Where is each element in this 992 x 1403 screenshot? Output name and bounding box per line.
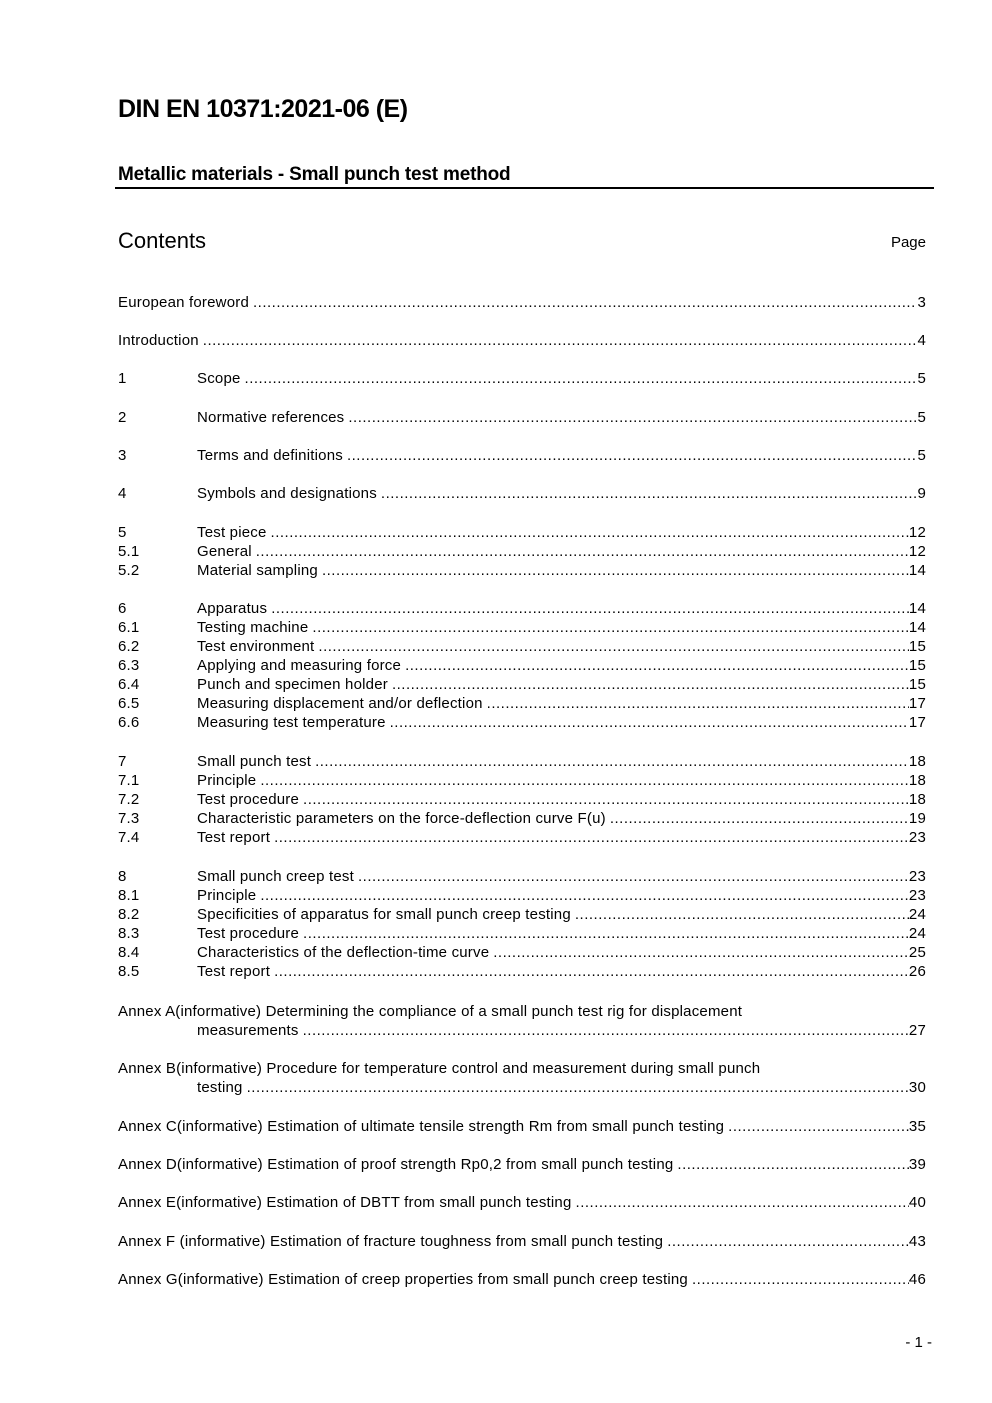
toc-entry-number: 6.6 bbox=[118, 714, 140, 731]
title-rule bbox=[115, 187, 934, 189]
toc-entry-page: 15 bbox=[908, 676, 926, 693]
toc-entry-number: 8 bbox=[118, 868, 127, 885]
toc-entry-number: 8.2 bbox=[118, 906, 140, 923]
toc-entry[interactable] bbox=[118, 1270, 926, 1289]
toc-entry-page: 14 bbox=[908, 600, 926, 617]
toc-dot-leader bbox=[274, 962, 909, 981]
toc-entry-page: 46 bbox=[908, 1271, 926, 1288]
toc-dot-leader bbox=[203, 331, 918, 350]
toc-entry-title: Punch and specimen holder bbox=[197, 676, 388, 693]
toc-annex-heading: Annex B(informative) Procedure for temperature control and measurement during small punch bbox=[118, 1060, 761, 1077]
toc-entry-number: 7.1 bbox=[118, 772, 140, 789]
toc-entry[interactable] bbox=[118, 809, 926, 828]
toc-dot-leader bbox=[260, 771, 909, 790]
toc-entry[interactable] bbox=[118, 408, 926, 427]
toc-dot-leader bbox=[493, 943, 909, 962]
toc-dot-leader bbox=[405, 656, 909, 675]
toc-entry[interactable] bbox=[118, 331, 926, 350]
toc-entry-title: General bbox=[197, 543, 252, 560]
toc-entry-title: testing bbox=[197, 1079, 243, 1096]
contents-heading: Contents bbox=[118, 228, 207, 253]
toc-entry[interactable] bbox=[118, 599, 926, 618]
toc-entry-title: Annex D(informative) Estimation of proof strength Rp0,2 from small punch testing bbox=[118, 1156, 674, 1173]
toc-dot-leader bbox=[576, 1193, 909, 1212]
toc-entry[interactable] bbox=[118, 694, 926, 713]
toc-entry[interactable] bbox=[118, 1155, 926, 1174]
toc-entry-title: measurements bbox=[197, 1022, 299, 1039]
toc-entry[interactable] bbox=[118, 1117, 926, 1136]
toc-entry[interactable] bbox=[118, 542, 926, 561]
toc-entry[interactable] bbox=[118, 943, 926, 962]
toc-entry-title: Annex E(informative) Estimation of DBTT from small punch testing bbox=[118, 1194, 572, 1211]
toc-entry-title: Annex F (informative) Estimation of fracture toughness from small punch testing bbox=[118, 1233, 664, 1250]
toc-entry[interactable] bbox=[118, 446, 926, 465]
toc-entry[interactable] bbox=[118, 771, 926, 790]
toc-entry[interactable] bbox=[118, 1078, 926, 1097]
toc-entry-title: Symbols and designations bbox=[197, 485, 377, 502]
toc-dot-leader bbox=[271, 599, 909, 618]
toc-entry[interactable] bbox=[118, 962, 926, 981]
toc-entry-title: Small punch creep test bbox=[197, 868, 354, 885]
toc-dot-leader bbox=[728, 1117, 909, 1136]
toc-entry-page: 18 bbox=[908, 772, 926, 789]
toc-dot-leader bbox=[322, 561, 909, 580]
toc-entry-number: 7.3 bbox=[118, 810, 140, 827]
toc-entry[interactable] bbox=[118, 293, 926, 312]
toc-entry-number: 1 bbox=[118, 370, 127, 387]
toc-entry-page: 25 bbox=[908, 944, 926, 961]
toc-dot-leader bbox=[318, 637, 908, 656]
toc-entry-number: 8.3 bbox=[118, 925, 140, 942]
toc-entry-page: 30 bbox=[908, 1079, 926, 1096]
toc-dot-leader bbox=[487, 694, 909, 713]
toc-entry-title: Test procedure bbox=[197, 925, 300, 942]
toc-dot-leader bbox=[303, 924, 909, 943]
toc-entry-title: Test report bbox=[197, 829, 271, 846]
toc-dot-leader bbox=[358, 867, 909, 886]
toc-entry-number: 6.5 bbox=[118, 695, 140, 712]
toc-entry-title: Apparatus bbox=[197, 600, 268, 617]
toc-annex-heading: Annex A(informative) Determining the compliance of a small punch test rig for displacement bbox=[118, 1003, 743, 1020]
toc-entry-title: Scope bbox=[197, 370, 241, 387]
toc-entry-title: Material sampling bbox=[197, 562, 318, 579]
toc-entry-title: Characteristic parameters on the force-deflection curve F(u) bbox=[197, 810, 606, 827]
toc-entry[interactable] bbox=[118, 523, 926, 542]
toc-entry[interactable] bbox=[118, 867, 926, 886]
toc-dot-leader bbox=[392, 675, 909, 694]
toc-entry-page: 18 bbox=[908, 753, 926, 770]
toc-entry-number: 5.2 bbox=[118, 562, 140, 579]
toc-entry-number: 5.1 bbox=[118, 543, 140, 560]
toc-dot-leader bbox=[692, 1270, 909, 1289]
toc-entry[interactable] bbox=[118, 1193, 926, 1212]
toc-entry-title: Test report bbox=[197, 963, 271, 980]
toc-entry-page: 5 bbox=[917, 409, 926, 426]
toc-entry-page: 12 bbox=[908, 543, 926, 560]
toc-entry-number: 5 bbox=[118, 524, 127, 541]
toc-entry-page: 3 bbox=[917, 294, 926, 311]
toc-dot-leader bbox=[271, 523, 909, 542]
toc-entry-title: Normative references bbox=[197, 409, 345, 426]
toc-entry-title: Test procedure bbox=[197, 791, 300, 808]
toc-entry-page: 24 bbox=[908, 906, 926, 923]
toc-entry-page: 4 bbox=[917, 332, 926, 349]
toc-entry-title: Test environment bbox=[197, 638, 315, 655]
toc-entry-title: Measuring displacement and/or deflection bbox=[197, 695, 483, 712]
toc-entry-page: 19 bbox=[908, 810, 926, 827]
toc-dot-leader bbox=[610, 809, 909, 828]
toc-entry[interactable] bbox=[118, 656, 926, 675]
toc-entry-page: 9 bbox=[917, 485, 926, 502]
toc-entry-number: 7.4 bbox=[118, 829, 140, 846]
toc-entry[interactable] bbox=[118, 886, 926, 905]
toc-entry-page: 14 bbox=[908, 562, 926, 579]
toc-entry-page: 23 bbox=[908, 868, 926, 885]
toc-entry[interactable] bbox=[118, 790, 926, 809]
toc-entry-number: 6.3 bbox=[118, 657, 140, 674]
toc-entry-page: 5 bbox=[917, 370, 926, 387]
toc-entry-page: 27 bbox=[908, 1022, 926, 1039]
toc-entry-page: 17 bbox=[908, 695, 926, 712]
toc-entry-page: 17 bbox=[908, 714, 926, 731]
toc-entry-number: 8.4 bbox=[118, 944, 140, 961]
toc-dot-leader bbox=[348, 408, 917, 427]
toc-entry-title: Measuring test temperature bbox=[197, 714, 386, 731]
toc-dot-leader bbox=[315, 752, 909, 771]
toc-entry-title: European foreword bbox=[118, 294, 249, 311]
toc-dot-leader bbox=[274, 828, 909, 847]
toc-dot-leader bbox=[253, 293, 917, 312]
toc-entry-title: Applying and measuring force bbox=[197, 657, 402, 674]
toc-entry[interactable] bbox=[118, 828, 926, 847]
toc-entry-title: Annex C(informative) Estimation of ultimate tensile strength Rm from small punch testing bbox=[118, 1118, 725, 1135]
toc-dot-leader bbox=[256, 542, 909, 561]
document-id: DIN EN 10371:2021-06 (E) bbox=[118, 95, 408, 123]
toc-entry-title: Principle bbox=[197, 887, 257, 904]
toc-dot-leader bbox=[667, 1232, 909, 1251]
toc-entry-page: 23 bbox=[908, 829, 926, 846]
toc-entry-page: 26 bbox=[908, 963, 926, 980]
toc-dot-leader bbox=[303, 1021, 909, 1040]
toc-entry-number: 7 bbox=[118, 753, 127, 770]
toc-entry-title: Terms and definitions bbox=[197, 447, 343, 464]
toc-entry-number: 3 bbox=[118, 447, 127, 464]
toc-entry[interactable] bbox=[118, 1021, 926, 1040]
toc-entry-page: 40 bbox=[908, 1194, 926, 1211]
toc-entry[interactable] bbox=[118, 905, 926, 924]
toc-dot-leader bbox=[247, 1078, 909, 1097]
toc-entry-page: 5 bbox=[917, 447, 926, 464]
toc-entry-title: Small punch test bbox=[197, 753, 312, 770]
toc-entry-page: 18 bbox=[908, 791, 926, 808]
toc-entry[interactable] bbox=[118, 752, 926, 771]
page-number: - 1 - bbox=[905, 1334, 932, 1351]
toc-dot-leader bbox=[347, 446, 918, 465]
toc-entry[interactable] bbox=[118, 561, 926, 580]
page-column-label: Page bbox=[890, 234, 926, 251]
toc-entry[interactable] bbox=[118, 675, 926, 694]
toc-entry[interactable] bbox=[118, 713, 926, 732]
document-subtitle: Metallic materials - Small punch test method bbox=[118, 164, 511, 185]
toc-entry-page: 15 bbox=[908, 657, 926, 674]
toc-entry-title: Test piece bbox=[197, 524, 267, 541]
toc-dot-leader bbox=[575, 905, 909, 924]
toc-entry-page: 35 bbox=[908, 1118, 926, 1135]
toc-entry-number: 8.1 bbox=[118, 887, 140, 904]
toc-dot-leader bbox=[303, 790, 909, 809]
toc-entry[interactable] bbox=[118, 1232, 926, 1251]
toc-entry-page: 43 bbox=[908, 1233, 926, 1250]
toc-entry-page: 12 bbox=[908, 524, 926, 541]
toc-entry[interactable] bbox=[118, 484, 926, 503]
toc-entry-title: Characteristics of the deflection-time curve bbox=[197, 944, 490, 961]
toc-entry-number: 8.5 bbox=[118, 963, 140, 980]
toc-entry-number: 7.2 bbox=[118, 791, 140, 808]
toc-dot-leader bbox=[390, 713, 909, 732]
toc-entry-page: 23 bbox=[908, 887, 926, 904]
toc-entry-page: 15 bbox=[908, 638, 926, 655]
toc-dot-leader bbox=[312, 618, 909, 637]
toc-entry-title: Principle bbox=[197, 772, 257, 789]
toc-entry-number: 6.2 bbox=[118, 638, 140, 655]
toc-entry-title: Specificities of apparatus for small punch creep testing bbox=[197, 906, 571, 923]
toc-entry-page: 14 bbox=[908, 619, 926, 636]
toc-entry-page: 24 bbox=[908, 925, 926, 942]
toc-entry[interactable] bbox=[118, 369, 926, 388]
toc-dot-leader bbox=[677, 1155, 908, 1174]
toc-entry[interactable] bbox=[118, 637, 926, 656]
toc-entry-title: Annex G(informative) Estimation of creep properties from small punch creep testing bbox=[118, 1271, 688, 1288]
toc-entry[interactable] bbox=[118, 924, 926, 943]
toc-entry-page: 39 bbox=[908, 1156, 926, 1173]
toc-entry-title: Testing machine bbox=[197, 619, 309, 636]
toc-entry-number: 4 bbox=[118, 485, 127, 502]
toc-entry-number: 6 bbox=[118, 600, 127, 617]
toc-dot-leader bbox=[381, 484, 918, 503]
toc-entry-number: 2 bbox=[118, 409, 127, 426]
toc-dot-leader bbox=[260, 886, 909, 905]
toc-dot-leader bbox=[245, 369, 918, 388]
toc-entry-number: 6.1 bbox=[118, 619, 140, 636]
toc-entry-number: 6.4 bbox=[118, 676, 140, 693]
toc-entry-title: Introduction bbox=[118, 332, 199, 349]
toc-entry[interactable] bbox=[118, 618, 926, 637]
